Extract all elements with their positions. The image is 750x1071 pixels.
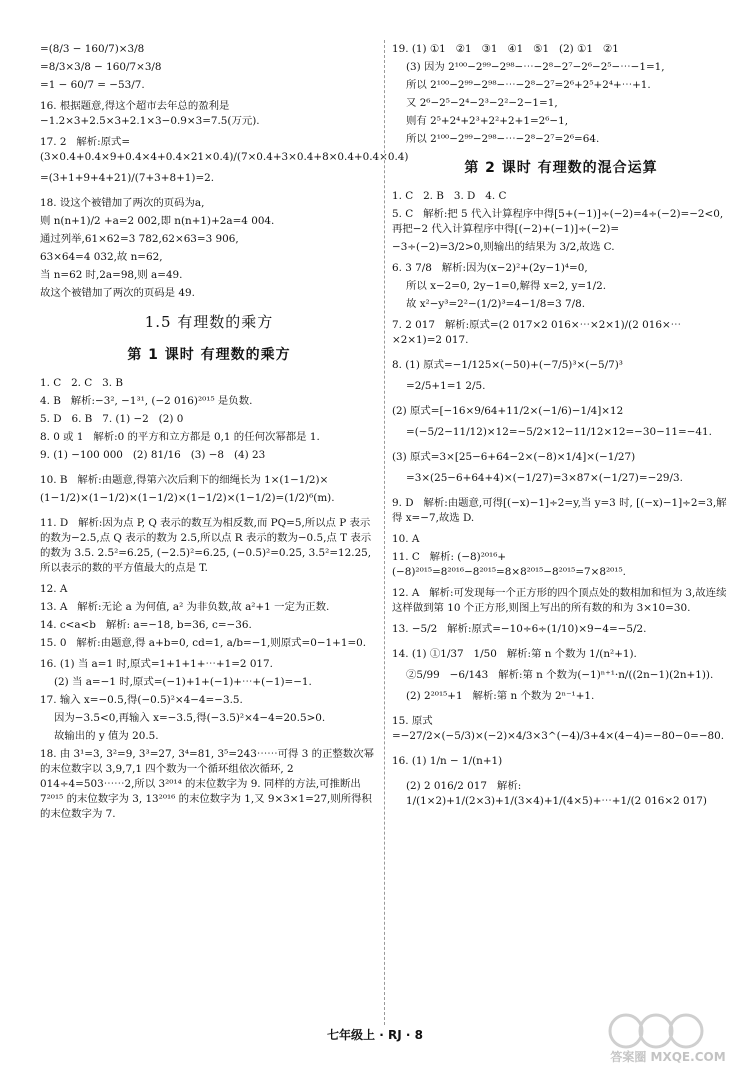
answer-line: −3÷(−2)=3/2>0,则输出的结果为 3/2,故选 C. [392,241,615,253]
answer-4: 4. B 解析:−3², −1³¹, (−2 016)²⁰¹⁵ 是负数. [40,395,253,407]
watermark-ring [640,1015,672,1047]
answer-line: ②5/99 −6/143 解析:第 n 个数为(−1)ⁿ⁺¹·n/((2n−1)(2n+1)). [406,669,714,681]
answer-line: 当 n=62 时,2a=98,则 a=49. [40,269,183,281]
answer-17: 17. 输入 x=−0.5,得(−0.5)²×4−4=−3.5. [40,694,243,706]
answer-11: 11. D 解析:因为点 P, Q 表示的数互为相反数,而 PQ=5,所以点 P 表示的数为−2.5,点 Q 表示的数为 2.5,所以点 R 表示的数为−0.5,点 T 表示的数为 3.5. 2.5²=6.25, (−2.5)²=6.25, (−0.5)²=0.25, 3.5²=12.25,所以表示的数的平方值最大的点是 T. [40,517,372,574]
answer-8: 8. 0 或 1 解析:0 的平方和立方都是 0,1 的任何次幂都是 1. [40,431,320,443]
answer-line: 则有 2⁵+2⁴+2³+2²+2+1=2⁶−1, [406,115,569,127]
answer-line: 所以 x−2=0, 2y−1=0,解得 x=2, y=1/2. [406,280,607,292]
answer-line: =(8/3 − 160/7)×3/8 [40,43,145,55]
answer-7: 7. 2 017 解析:原式=(2 017×2 016×⋯×2×1)/(2 016×⋯×2×1)=2 017. [392,319,682,346]
lesson-title: 第 2 课时 有理数的混合运算 [464,160,658,176]
answer-line: 所以 2¹⁰⁰−2⁹⁹−2⁹⁸−⋯−2⁸−2⁷=2⁶+2⁵+2⁴+⋯+1. [406,79,651,91]
answer-8: 8. (1) 原式=−1/125×(−50)+(−7/5)³×(−5/7)³ [392,359,623,371]
answer-line: =1 − 60/7 = −53/7. [40,79,145,91]
answer-12: 12. A [40,583,68,595]
answer-16: 16. (1) 当 a=1 时,原式=1+1+1+⋯+1=2 017. [40,658,273,670]
watermark-ring [670,1015,702,1047]
answer-line: 故 x²−y³=2²−(1/2)³=4−1/8=3 7/8. [406,298,586,310]
answer-line: =(−5/2−11/12)×12=−5/2×12−11/12×12=−30−11=−41. [406,426,712,438]
answer-line: (2) 当 a=−1 时,原式=(−1)+1+(−1)+⋯+(−1)=−1. [54,676,312,688]
watermark-text: 答案圈 MXQE.COM [610,1050,726,1064]
answer-1-4: 1. C 2. B 3. D 4. C [392,190,507,202]
answer-18: 18. 由 3¹=3, 3²=9, 3³=27, 3⁴=81, 3⁵=243⋯⋯可得 3 的正整数次幂的末位数字以 3,9,7,1 四个数为一个循环组依次循环, 2 014÷4=503⋯⋯2,所以 3²⁰¹⁴ 的末位数字为 9. 同样的方法,可推断出 7²⁰¹⁵ 的末位数字为 3, 13²⁰¹⁶ 的末位数字为 1,又 9×3×1=27,则所得积的末位数字为 7. [40,748,374,820]
answer-12: 12. A 解析:可发现每一个正方形的四个顶点处的数相加和恒为 3,故连续这样做到第 10 个正方形,则图上写出的所有数的和为 3×10=30. [392,587,727,614]
answer-line: 因为−3.5<0,再输入 x=−3.5,得(−3.5)²×4−4=20.5>0. [54,712,326,724]
answer-10: 10. A [392,533,420,545]
answer-line: (3) 原式=3×[25−6+64−2×(−8)×1/4]×(−1/27) [392,451,636,463]
answer-line: 故这个被错加了两次的页码是 49. [40,287,195,299]
answer-line: 所以 2¹⁰⁰−2⁹⁹−2⁹⁸−⋯−2⁸−2⁷=2⁶=64. [406,133,600,145]
answer-11: 11. C 解析: (−8)²⁰¹⁶+(−8)²⁰¹⁵=8²⁰¹⁶−8²⁰¹⁵=8×8²⁰¹⁵−8²⁰¹⁵=7×8²⁰¹⁵. [392,551,626,578]
answer-line: (2) 原式=[−16×9/64+11/2×(−1/6)−1/4]×12 [392,405,624,417]
answer-10: 10. B 解析:由题意,得第六次后剩下的细绳长为 1×(1−1/2)× [40,474,329,486]
answer-line: 63×64=4 032,故 n=62, [40,251,163,263]
page-footer: 七年级上 · RJ · 8 [327,1028,423,1042]
answer-14: 14. (1) ①1/37 1/50 解析:第 n 个数为 1/(n²+1). [392,648,637,660]
answer-1-3: 1. C 2. C 3. B [40,377,124,389]
answer-line: (1−1/2)×(1−1/2)×(1−1/2)×(1−1/2)×(1−1/2)=(1/2)⁶(m). [40,492,335,504]
answer-5: 5. C 解析:把 5 代入计算程序中得[5+(−1)]÷(−2)=4÷(−2)=−2<0,再把−2 代入计算程序中得[(−2)+(−1)]÷(−2)= [392,208,724,235]
answer-16: 16. (1) 1/n − 1/(n+1) [392,755,503,767]
answer-9: 9. (1) −100 000 (2) 81/16 (3) −8 (4) 23 [40,449,266,461]
answer-line: 则 n(n+1)/2 +a=2 002,即 n(n+1)+2a=4 004. [40,215,275,227]
answer-18: 18. 设这个被错加了两次的页码为a, [40,197,205,209]
right-column [392,42,730,815]
answer-19: 19. (1) ①1 ②1 ③1 ④1 ⑤1 (2) ①1 ②1 [392,43,619,55]
answer-line: 又 2⁶−2⁵−2⁴−2³−2²−2−1=1, [406,97,558,109]
answer-line: 通过列举,61×62=3 782,62×63=3 906, [40,233,239,245]
answer-16: 16. 根据题意,得这个超市去年总的盈利是−1.2×3+2.5×3+2.1×3−0.9×3=7.5(万元). [40,100,260,127]
answer-14: 14. c<a<b 解析: a=−18, b=36, c=−36. [40,619,252,631]
watermark-logo [598,1007,738,1067]
answer-13: 13. −5/2 解析:原式=−10÷6÷(1/10)×9−4=−5/2. [392,623,647,635]
watermark-ring [610,1015,642,1047]
answer-line: =3×(25−6+64+4)×(−1/27)=3×87×(−1/27)=−29/3. [406,472,683,484]
answer-15: 15. 原式=−27/2×(−5/3)×(−2)×4/3×3^(−4)/3+4×(4−4)=−80−0=−80. [392,715,725,742]
answer-line: (3) 因为 2¹⁰⁰−2⁹⁹−2⁹⁸−⋯−2⁸−2⁷−2⁶−2⁵−⋯−1=1, [406,61,665,73]
lesson-title: 第 1 课时 有理数的乘方 [127,347,291,363]
answer-17: 17. 2 解析:原式=(3×0.4+0.4×9+0.4×4+0.4×21×0.4)/(7×0.4+3×0.4+8×0.4+0.4×0.4) [40,136,409,163]
answer-line: (2) 2 016/2 017 解析: 1/(1×2)+1/(2×3)+1/(3×4)+1/(4×5)+⋯+1/(2 016×2 017) [406,780,707,807]
answer-15: 15. 0 解析:由题意,得 a+b=0, cd=1, a/b=−1,则原式=0−1+1=0. [40,637,367,649]
answer-13: 13. A 解析:无论 a 为何值, a² 为非负数,故 a²+1 一定为正数. [40,601,330,613]
answer-line: =8/3×3/8 − 160/7×3/8 [40,61,162,73]
answer-line: (2) 2²⁰¹⁵+1 解析:第 n 个数为 2ⁿ⁻¹+1. [406,690,595,702]
answer-line: 故输出的 y 值为 20.5. [54,730,159,742]
column-divider [384,40,385,1025]
answer-line: =(3+1+9+4+21)/(7+3+8+1)=2. [40,172,215,184]
answer-5-7: 5. D 6. B 7. (1) −2 (2) 0 [40,413,184,425]
answer-9: 9. D 解析:由题意,可得[(−x)−1]÷2=y,当 y=3 时, [(−x)−1]÷2=3,解得 x=−7,故选 D. [392,497,727,524]
answer-6: 6. 3 7/8 解析:因为(x−2)²+(2y−1)⁴=0, [392,262,588,274]
answer-line: =2/5+1=1 2/5. [406,380,486,392]
section-title: 1.5 有理数的乘方 [144,313,274,331]
